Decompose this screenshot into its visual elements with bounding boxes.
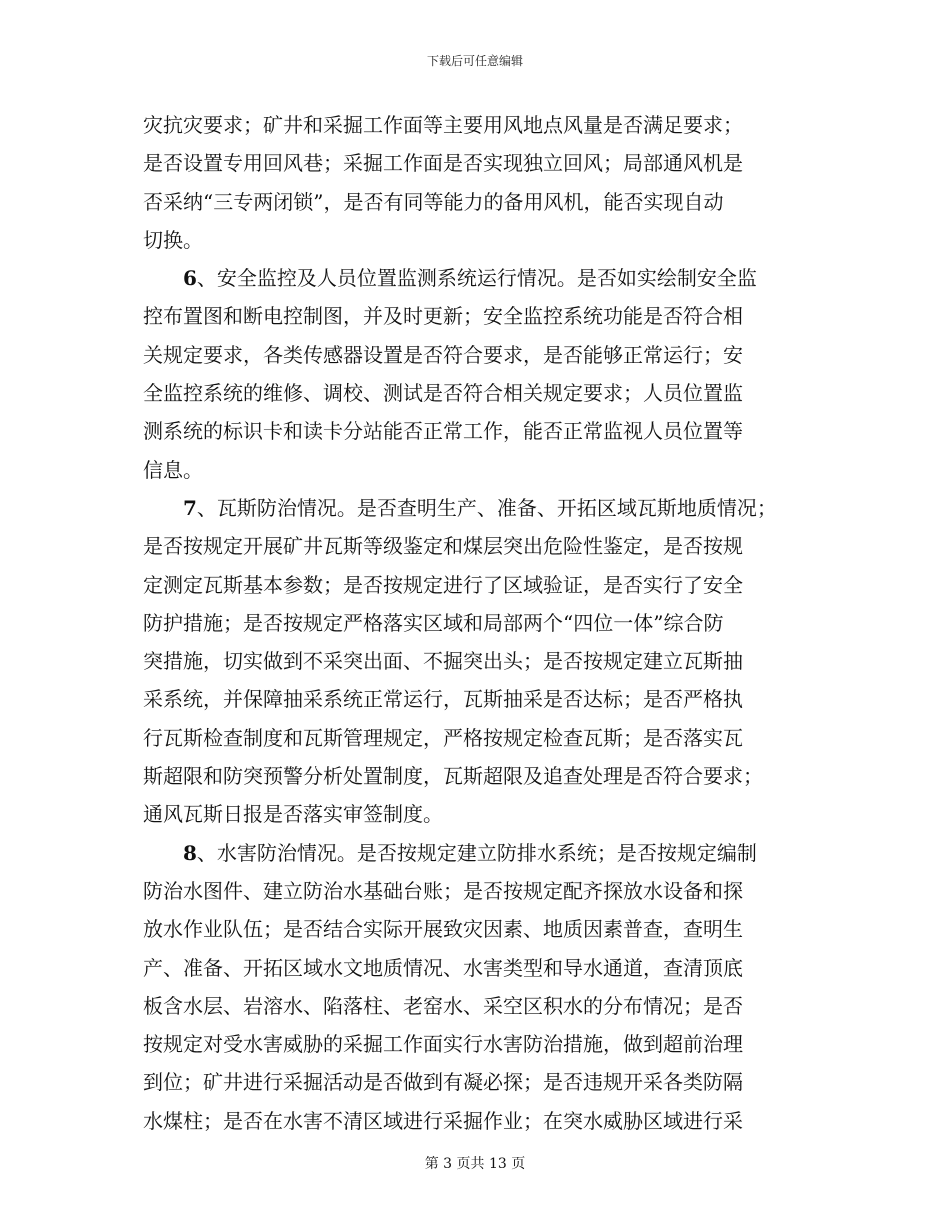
section-8-first-line	[143, 834, 823, 872]
text-line: 关规定要求，各类传感器设置是否符合要求，是否能够正常运行；安	[143, 342, 743, 367]
text-line: 到位；矿井进行采掘活动是否做到有凝必探；是否违规开采各类防隔	[143, 1070, 743, 1095]
text-line: 防治水图件、建立防治水基础台账；是否按规定配齐探放水设备和探	[143, 878, 743, 903]
text-line: 切换。	[143, 227, 203, 252]
section-text: 、瓦斯防治情况。是否查明生产、准备、开拓区域瓦斯地质情况；	[196, 495, 777, 520]
text-line: 测系统的标识卡和读卡分站能否正常工作，能否正常监视人员位置等	[143, 419, 743, 444]
section-number: 6	[183, 266, 197, 291]
page-header: 下载后可任意编辑	[426, 54, 523, 68]
section-number: 8	[183, 840, 197, 865]
page-footer: 第 3 页共 13 页	[424, 1156, 526, 1172]
text-line: 全监控系统的维修、调校、测试是否符合相关规定要求；人员位置监	[143, 381, 743, 406]
text-line: 通风瓦斯日报是否落实审签制度。	[143, 802, 443, 827]
text-line: 信息。	[143, 457, 203, 482]
text-line: 否采纳“三专两闭锁”，是否有同等能力的备用风机，能否实现自动	[143, 189, 724, 214]
text-line: 采系统，并保障抽采系统正常运行，瓦斯抽采是否达标；是否严格执	[143, 687, 743, 712]
text-line: 防护措施；是否按规定严格落实区域和局部两个“四位一体”综合防	[143, 610, 724, 635]
text-line: 是否设置专用回风巷；采掘工作面是否实现独立回风；局部通风机是	[143, 151, 743, 176]
text-line: 控布置图和断电控制图，并及时更新；安全监控系统功能是否符合相	[143, 304, 743, 329]
section-number: 7	[183, 495, 197, 520]
text-line: 斯超限和防突预警分析处置制度，瓦斯超限及追查处理是否符合要求；	[143, 764, 763, 789]
text-line: 突措施，切实做到不采突出面、不掘突出头；是否按规定建立瓦斯抽	[143, 649, 743, 674]
document-body	[143, 106, 823, 1140]
section-text: 、水害防治情况。是否按规定建立防排水系统；是否按规定编制	[196, 840, 757, 865]
text-line: 水煤柱；是否在水害不清区域进行采掘作业；在突水威胁区域进行采	[143, 1108, 743, 1133]
text-line: 行瓦斯检查制度和瓦斯管理规定，严格按规定检查瓦斯；是否落实瓦	[143, 725, 743, 750]
text-line: 放水作业队伍；是否结合实际开展致灾因素、地质因素普查，查明生	[143, 917, 743, 942]
section-7-first-line	[143, 489, 823, 527]
text-line: 定测定瓦斯基本参数；是否按规定进行了区域验证，是否实行了安全	[143, 572, 743, 597]
text-line: 是否按规定开展矿井瓦斯等级鉴定和煤层突出危险性鉴定，是否按规	[143, 534, 743, 559]
text-line: 灾抗灾要求；矿井和采掘工作面等主要用风地点风量是否满足要求；	[143, 113, 743, 137]
text-line: 板含水层、岩溶水、陷落柱、老窑水、采空区积水的分布情况；是否	[143, 993, 743, 1018]
section-text: 、安全监控及人员位置监测系统运行情况。是否如实绘制安全监	[196, 266, 757, 291]
text-line: 按规定对受水害威胁的采掘工作面实行水害防治措施，做到超前治理	[143, 1032, 743, 1057]
section-6-first-line	[143, 259, 823, 297]
text-line: 产、准备、开拓区域水文地质情况、水害类型和导水通道，查清顶底	[143, 955, 743, 980]
